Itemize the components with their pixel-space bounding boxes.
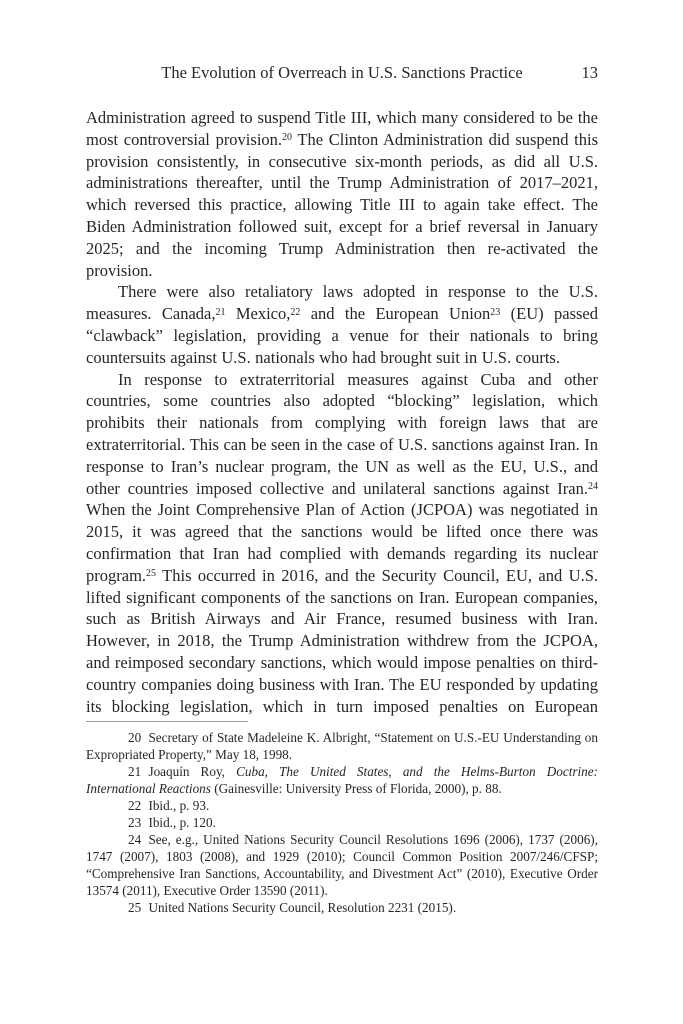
running-title: The Evolution of Overreach in U.S. Sanctions Practice <box>161 63 523 82</box>
footnote-text: Joaquín Roy, Cuba, The United States, and the Helms-Burton Doctrine: International Reactions (Gainesville: University Press of Florida, 2000), p. 88. <box>86 764 599 797</box>
footnote <box>86 831 598 899</box>
paragraph: In response to extraterritorial measures against Cuba and other countries, some countries also adopted “blocking” legislation, which prohibits their nationals from complying with foreign laws that are extraterritorial. This can be seen in the case of U.S. sanctions against Iran. In response to Iran’s nuclear program, the UN as well as the EU, U.S., and other countries imposed collective and unilateral sanctions against Iran.$^{24}$ When the Joint Comprehensive Plan of Action (JCPOA) was negotiated in 2015, it was agreed that the sanctions would be lifted once there was confirmation that Iran had complied with demands regarding its nuclear program.$^{25}$ This occurred in 2016, and the Security Council, EU, and U.S. lifted significant components of the sanctions on Iran. European companies, such as British Airways and Air France, resumed business with Iran. However, in 2018, the Trump Administration withdrew from the JCPOA, and reimposed secondary sanctions, which would impose penalties on third-country companies doing business with Iran. The EU responded by updating its blocking legislation, which in turn imposed penalties on European <box>86 369 598 716</box>
footnote <box>86 763 598 797</box>
footnote <box>86 729 598 763</box>
footnote-text: Ibid., p. 120. <box>148 815 216 831</box>
footnote-separator <box>86 721 248 722</box>
paragraph: Administration agreed to suspend Title III, which many considered to be the most controversial provision.$^{20}$ The Clinton Administration did suspend this provision consistently, in consecutive six-month periods, as did all U.S. administrations thereafter, until the Trump Administration of 2017–2021, which reversed this practice, allowing Title III to again take effect. The Biden Administration followed suit, except for a brief reversal in January 2025; and the incoming Trump Administration then re-activated the provision. <box>86 108 599 280</box>
footnote-text: See, e.g., United Nations Security Council Resolutions 1696 (2006), 1737 (2006), 1747 (2007), 1803 (2008), and 1929 (2010); Council Common Position 2007/246/CFSP; “Comprehensive Iran Sanctions, Accountability, and Divestment Act” (2010), Executive Order 13574 (2011), Executive Order 13590 (2011). <box>86 832 598 899</box>
footnote-number: 25 <box>128 900 142 916</box>
text-block <box>86 62 598 916</box>
paragraph: There were also retaliatory laws adopted in response to the U.S. measures. Canada,$^{21}$ Mexico,$^{22}$ and the European Union$^{23}$ (EU) passed “clawback” legislation, providing a venue for their nationals to bring countersuits against U.S. nationals who had brought suit in U.S. courts. <box>86 282 598 367</box>
page-number: 13 <box>581 63 598 82</box>
footnote <box>86 797 598 814</box>
footnote-number: 21 <box>128 764 142 780</box>
footnote-number: 23 <box>128 815 142 831</box>
footnote-text: Secretary of State Madeleine K. Albright, “Statement on U.S.-EU Understanding on Expropriated Property,” May 18, 1998. <box>86 730 598 763</box>
footnote-number: 20 <box>128 730 142 746</box>
footnote-text: United Nations Security Council, Resolution 2231 (2015). <box>148 900 457 916</box>
footnote-text: Ibid., p. 93. <box>148 798 210 814</box>
footnote-number: 24 <box>128 832 142 848</box>
footnote <box>86 814 598 831</box>
running-head <box>86 62 598 83</box>
footnotes <box>86 729 598 916</box>
footnote <box>86 899 598 916</box>
footnote-number: 22 <box>128 798 142 814</box>
body-text <box>86 107 598 717</box>
